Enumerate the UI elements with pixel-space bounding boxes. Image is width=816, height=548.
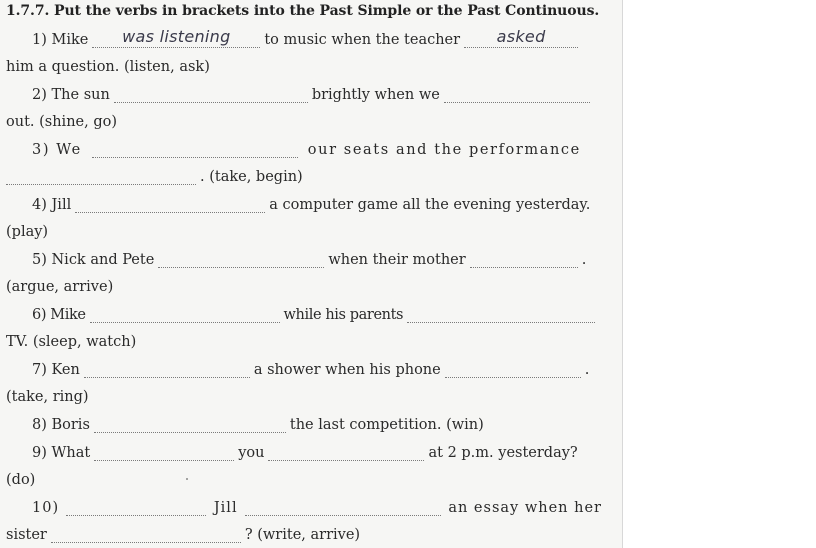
answer-blank[interactable] bbox=[245, 499, 441, 516]
item-number: 5) Nick and Pete bbox=[32, 252, 155, 268]
sentence-text: (do) bbox=[6, 472, 36, 488]
sentence-text: an essay when her bbox=[448, 500, 602, 516]
answer-blank[interactable] bbox=[158, 251, 324, 268]
sentence-text: at 2 p.m. yesterday? bbox=[428, 445, 578, 461]
item-7-continuation bbox=[0, 383, 608, 405]
sentence-text: . bbox=[581, 252, 587, 268]
item-4-continuation bbox=[0, 218, 608, 240]
item-1-continuation bbox=[0, 53, 608, 75]
answer-blank[interactable] bbox=[94, 444, 234, 461]
answer-blank[interactable] bbox=[75, 196, 265, 213]
sentence-text: ? (write, arrive) bbox=[244, 527, 361, 543]
answer-blank[interactable] bbox=[94, 416, 286, 433]
item-number: 6) Mike bbox=[32, 307, 86, 323]
answer-blank[interactable] bbox=[407, 306, 595, 323]
answer-blank[interactable] bbox=[6, 168, 196, 185]
answer-blank[interactable] bbox=[464, 27, 578, 48]
sentence-text: to music when the teacher bbox=[264, 32, 461, 48]
item-number: 8) Boris bbox=[32, 417, 90, 433]
answer-blank[interactable] bbox=[114, 86, 308, 103]
sentence-text: Jill bbox=[213, 500, 238, 516]
handwritten-answer: asked bbox=[496, 27, 546, 46]
sentence-text: you bbox=[238, 445, 265, 461]
answer-blank[interactable] bbox=[444, 86, 590, 103]
item-1-line bbox=[0, 26, 602, 48]
answer-blank[interactable] bbox=[470, 251, 578, 268]
sentence-text: while his parents bbox=[283, 307, 404, 323]
item-9-continuation bbox=[0, 466, 608, 488]
sentence-text: a computer game all the evening yesterday. bbox=[269, 197, 591, 213]
item-number: 10) bbox=[32, 500, 60, 516]
sentence-text: when their mother bbox=[328, 252, 466, 268]
sentence-text: out. (shine, go) bbox=[6, 114, 117, 130]
sentence-text: . (take, begin) bbox=[200, 169, 303, 185]
sentence-text: (play) bbox=[6, 224, 49, 240]
item-10-continuation bbox=[0, 521, 608, 543]
item-10-line bbox=[0, 494, 602, 516]
answer-blank[interactable] bbox=[51, 526, 241, 543]
item-6-continuation bbox=[0, 328, 608, 350]
item-number: 4) Jill bbox=[32, 197, 72, 213]
item-4-line bbox=[0, 191, 602, 213]
item-5-line bbox=[0, 246, 602, 268]
sentence-text: (take, ring) bbox=[6, 389, 89, 405]
item-number: 2) The sun bbox=[32, 87, 110, 103]
item-2-line bbox=[0, 81, 602, 103]
sentence-text: TV. (sleep, watch) bbox=[6, 334, 137, 350]
item-9-line bbox=[0, 439, 602, 461]
sentence-text: sister bbox=[6, 527, 47, 543]
answer-blank[interactable] bbox=[92, 141, 298, 158]
answer-blank[interactable] bbox=[84, 361, 250, 378]
item-number: 3) We bbox=[32, 142, 82, 158]
sentence-text: the last competition. (win) bbox=[289, 417, 484, 433]
item-2-continuation bbox=[0, 108, 608, 130]
handwritten-answer: was listening bbox=[122, 27, 231, 46]
sentence-text: . bbox=[584, 362, 590, 378]
sentence-text: (argue, arrive) bbox=[6, 279, 114, 295]
answer-blank[interactable] bbox=[66, 499, 206, 516]
answer-blank[interactable] bbox=[90, 306, 280, 323]
item-7-line bbox=[0, 356, 602, 378]
item-number: 9) What bbox=[32, 445, 91, 461]
item-3-continuation bbox=[0, 163, 608, 185]
sentence-text: a shower when his phone bbox=[253, 362, 441, 378]
scan-speck bbox=[186, 478, 188, 480]
sentence-text: him a question. (listen, ask) bbox=[6, 59, 210, 75]
item-5-continuation bbox=[0, 273, 608, 295]
item-number: 1) Mike bbox=[32, 32, 89, 48]
answer-blank[interactable] bbox=[445, 361, 581, 378]
item-6-line bbox=[0, 301, 602, 323]
answer-blank[interactable] bbox=[92, 27, 260, 48]
sentence-text: brightly when we bbox=[311, 87, 440, 103]
sentence-text: our seats and the performance bbox=[307, 142, 581, 158]
exercise-title: 1.7.7. Put the verbs in brackets into the Past Simple or the Past Continuous. bbox=[6, 3, 600, 19]
item-3-line bbox=[0, 136, 602, 158]
answer-blank[interactable] bbox=[268, 444, 424, 461]
item-8-line bbox=[0, 411, 602, 433]
item-number: 7) Ken bbox=[32, 362, 80, 378]
